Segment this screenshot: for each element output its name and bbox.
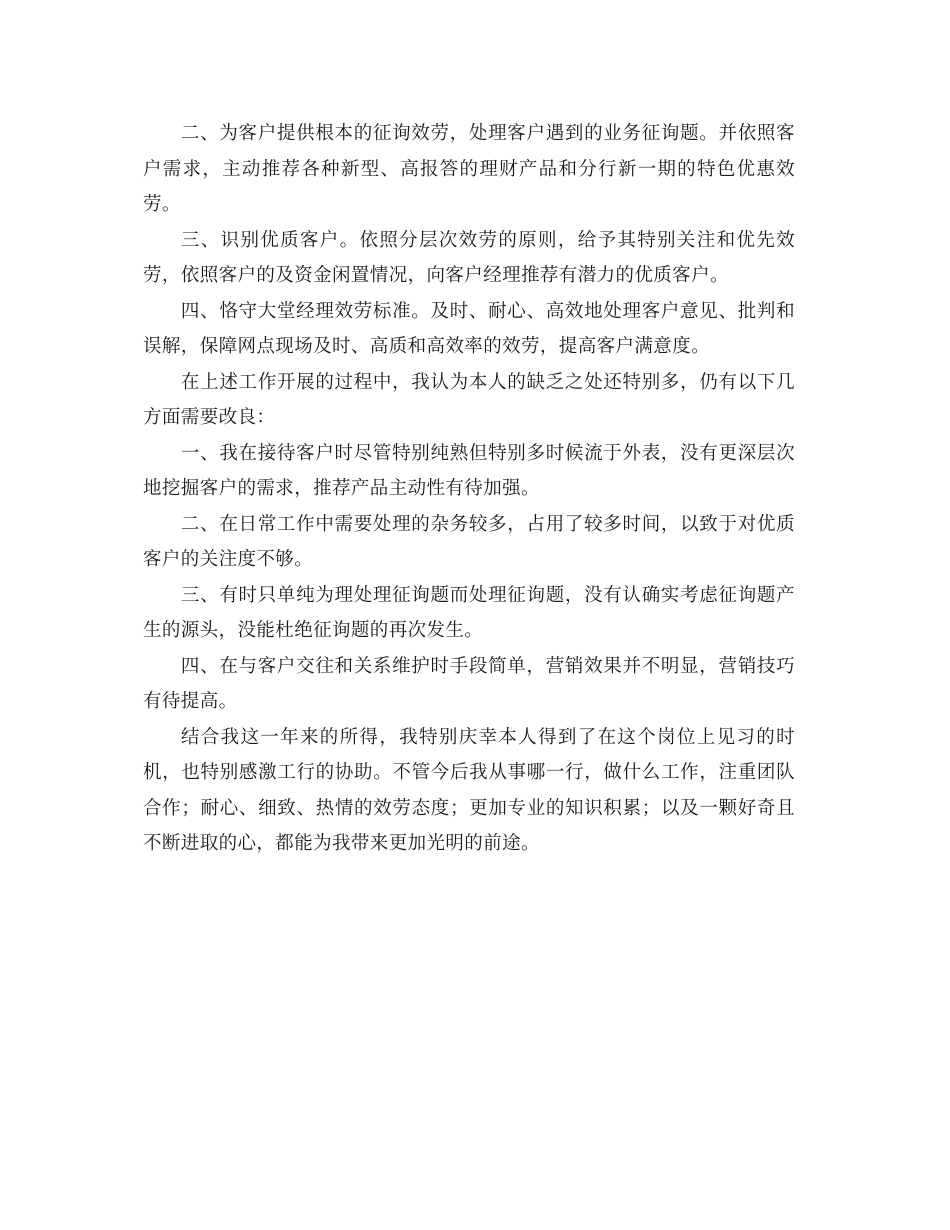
paragraph-shortcoming-3: 三、有时只单纯为理处理征询题而处理征询题，没有认确实考虑征询题产生的源头，没能杜绝征询题的再次发生。 <box>143 584 795 641</box>
paragraph-service-consulting: 二、为客户提供根本的征询效劳，处理客户遇到的业务征询题。并依照客户需求，主动推荐各种新型、高报答的理财产品和分行新一期的特色优惠效劳。 <box>143 123 795 215</box>
paragraph-identify-quality-customers: 三、识别优质客户。依照分层次效劳的原则，给予其特别关注和优先效劳，依照客户的及资金闲置情况，向客户经理推荐有潜力的优质客户。 <box>143 229 795 286</box>
paragraph-shortcoming-2: 二、在日常工作中需要处理的杂务较多，占用了较多时间，以致于对优质客户的关注度不够。 <box>143 513 795 570</box>
paragraph-lobby-manager-standards: 四、恪守大堂经理效劳标准。及时、耐心、高效地处理客户意见、批判和误解，保障网点现场及时、高质和高效率的效劳，提高客户满意度。 <box>143 300 795 357</box>
paragraph-conclusion: 结合我这一年来的所得，我特别庆幸本人得到了在这个岗位上见习的时机，也特别感激工行的协助。不管今后我从事哪一行，做什么工作，注重团队合作；耐心、细致、热情的效劳态度；更加专业的知识积累；以及一颗好奇且不断进取的心，都能为我带来更加光明的前途。 <box>143 726 795 854</box>
paragraph-shortcoming-1: 一、我在接待客户时尽管特别纯熟但特别多时候流于外表，没有更深层次地挖掘客户的需求，推荐产品主动性有待加强。 <box>143 442 795 499</box>
paragraph-shortcomings-intro: 在上述工作开展的过程中，我认为本人的缺乏之处还特别多，仍有以下几方面需要改良： <box>143 371 795 428</box>
paragraph-shortcoming-4: 四、在与客户交往和关系维护时手段简单，营销效果并不明显，营销技巧有待提高。 <box>143 655 795 712</box>
document-body <box>143 116 795 862</box>
